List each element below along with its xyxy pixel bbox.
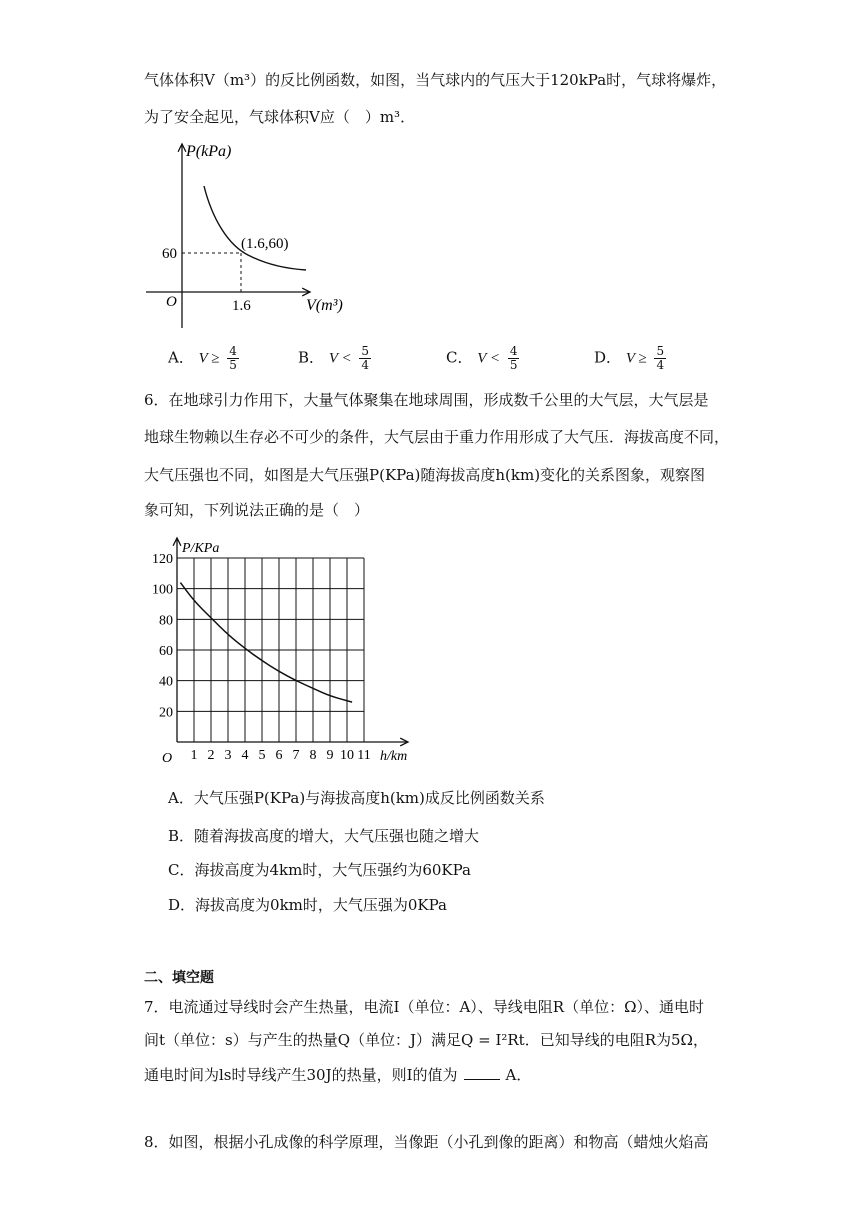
x-tick-label: 4 [241, 748, 249, 763]
q6-option-c[interactable]: C．海拔高度为4km时，大气压强约为60KPa [168, 861, 471, 879]
y-tick-label: 60 [159, 644, 173, 659]
y-tick-label: 40 [159, 674, 173, 690]
x-tick-label: 2 [207, 748, 215, 763]
q5-option-d[interactable]: D． V ≥ $\frac{5}{4}$ [594, 344, 665, 372]
q8-text-line1: 8．如图，根据小孔成像的科学原理，当像距（小孔到像的距离）和物高（蜡烛火焰高 [144, 1133, 709, 1151]
q6-y-axis-label: P/KPa [182, 541, 220, 556]
q5-y-tick-label: 60 [162, 246, 177, 262]
q7-text-line2: 间t（单位：s）与产生的热量Q（单位：J）满足Q = I²Rt．已知导线的电阻R为5Ω， [144, 1031, 708, 1049]
x-tick-label: 3 [224, 748, 232, 763]
q5-origin-label: O [166, 294, 177, 310]
q6-text-line2: 地球生物赖以生存必不可少的条件，大气层由于重力作用形成了大气压．海拔高度不同， [144, 428, 730, 446]
x-tick-label: 9 [326, 748, 334, 763]
q6-pressure-curve [180, 583, 352, 703]
q6-option-b[interactable]: B．随着海拔高度的增大，大气压强也随之增大 [168, 827, 480, 845]
q5-option-c[interactable]: C． V < $\frac{4}{5}$ [446, 344, 518, 372]
q5-text-line1: 气体体积V（m³）的反比例函数，如图，当气球内的气压大于120kPa时，气球将爆炸， [144, 71, 727, 89]
q6-option-d[interactable]: D．海拔高度为0km时，大气压强为0KPa [168, 896, 447, 914]
y-tick-label: 80 [159, 613, 173, 629]
q7-text-line3: 通电时间为ls时导线产生30J的热量，则I的值为 A． [144, 1066, 532, 1084]
y-tick-label: 120 [152, 552, 173, 567]
x-tick-label: 6 [275, 748, 283, 763]
q5-y-axis-label: P(kPa) [186, 143, 232, 160]
q6-origin-label: O [162, 751, 173, 766]
q5-x-axis-label: V(m³) [306, 297, 343, 314]
x-tick-label: 10 [340, 748, 354, 763]
q6-text-line1: 6．在地球引力作用下，大量气体聚集在地球周围，形成数千公里的大气层，大气层是 [144, 391, 709, 409]
q5-text-line2: 为了安全起见，气球体积V应（ ）m³． [144, 108, 416, 126]
q5-option-b[interactable]: B． V < $\frac{5}{4}$ [298, 344, 369, 372]
x-tick-label: 8 [309, 748, 317, 763]
y-tick-label: 20 [159, 705, 173, 721]
q5-option-a[interactable]: A． V ≥ $\frac{4}{5}$ [168, 344, 237, 372]
y-tick-label: 100 [152, 582, 173, 598]
x-tick-label: 7 [292, 748, 300, 763]
section-title-fill-in: 二、填空题 [144, 970, 214, 986]
q7-answer-blank[interactable] [464, 1065, 500, 1080]
q5-x-tick-label: 1.6 [232, 298, 251, 314]
x-tick-label: 11 [357, 748, 371, 763]
q7-text-line1: 7．电流通过导线时会产生热量，电流I（单位：A）、导线电阻R（单位：Ω）、通电时 [144, 998, 705, 1016]
q5-inverse-function-graph [140, 138, 380, 338]
q6-x-axis-label: h/km [380, 749, 408, 764]
q6-text-line4: 象可知，下列说法正确的是（ ） [144, 501, 370, 519]
x-tick-label: 1 [190, 748, 198, 763]
q5-point-label: (1.6,60) [241, 236, 289, 252]
q5-curve [204, 186, 306, 270]
q6-option-a[interactable]: A．大气压强P(KPa)与海拔高度h(km)成反比例函数关系 [168, 789, 545, 807]
q6-pressure-altitude-chart [140, 532, 440, 772]
x-tick-label: 5 [258, 748, 266, 763]
q6-text-line3: 大气压强也不同，如图是大气压强P(KPa)随海拔高度h(km)变化的关系图象，观察图 [144, 466, 706, 484]
